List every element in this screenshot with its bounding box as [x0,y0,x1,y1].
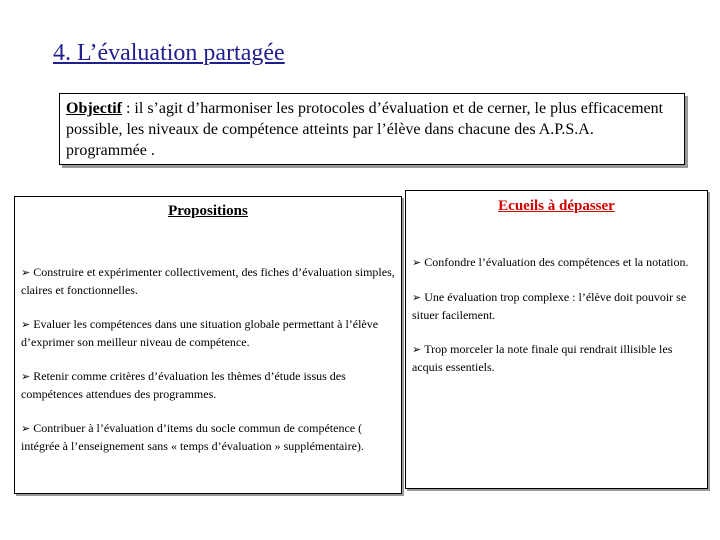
propositions-heading: Propositions [168,203,248,219]
item-text: Construire et expérimenter collectivement, des fiches d’évaluation simples, claires et fonctionnelles. [21,265,395,297]
arrow-bullet-icon: ➢ [21,423,31,435]
ecueils-heading: Ecueils à dépasser [498,198,615,214]
list-item [412,289,707,324]
list-item [21,316,401,351]
arrow-bullet-icon: ➢ [21,371,31,383]
propositions-box [14,196,402,494]
item-text: Evaluer les compétences dans une situation globale permettant à l’élève d’exprimer son meilleur niveau de compétence. [21,317,379,349]
objective-box [59,93,685,165]
item-text: Confondre l’évaluation des compétences et la notation. [424,255,689,269]
list-item [21,420,401,455]
objective-label: Objectif [66,100,122,117]
arrow-bullet-icon: ➢ [412,344,422,356]
arrow-bullet-icon: ➢ [412,292,422,304]
objective-text: : il s’agit d’harmoniser les protocoles d’évaluation et de cerner, le plus efficacement possible, les niveaux de compétence atteints par l’élève dans chacune des A.P.S.A. programmée . [66,100,664,159]
item-text: Trop morceler la note finale qui rendrait illisible les acquis essentiels. [412,342,673,374]
item-text: Retenir comme critères d’évaluation les thèmes d’étude issus des compétences attendues des programmes. [21,369,346,401]
item-text: Une évaluation trop complexe : l’élève doit pouvoir se situer facilement. [412,290,687,322]
list-item [412,341,707,376]
page-title: 4. L’évaluation partagée [53,40,285,66]
arrow-bullet-icon: ➢ [21,267,31,279]
ecueils-box [405,190,708,489]
list-item [21,368,401,403]
item-text: Contribuer à l’évaluation d’items du socle commun de compétence ( intégrée à l’enseignement sans « temps d’évaluation » supplémentaire). [21,421,364,453]
arrow-bullet-icon: ➢ [21,319,31,331]
list-item [412,254,707,272]
arrow-bullet-icon: ➢ [412,257,422,269]
list-item [21,264,401,299]
